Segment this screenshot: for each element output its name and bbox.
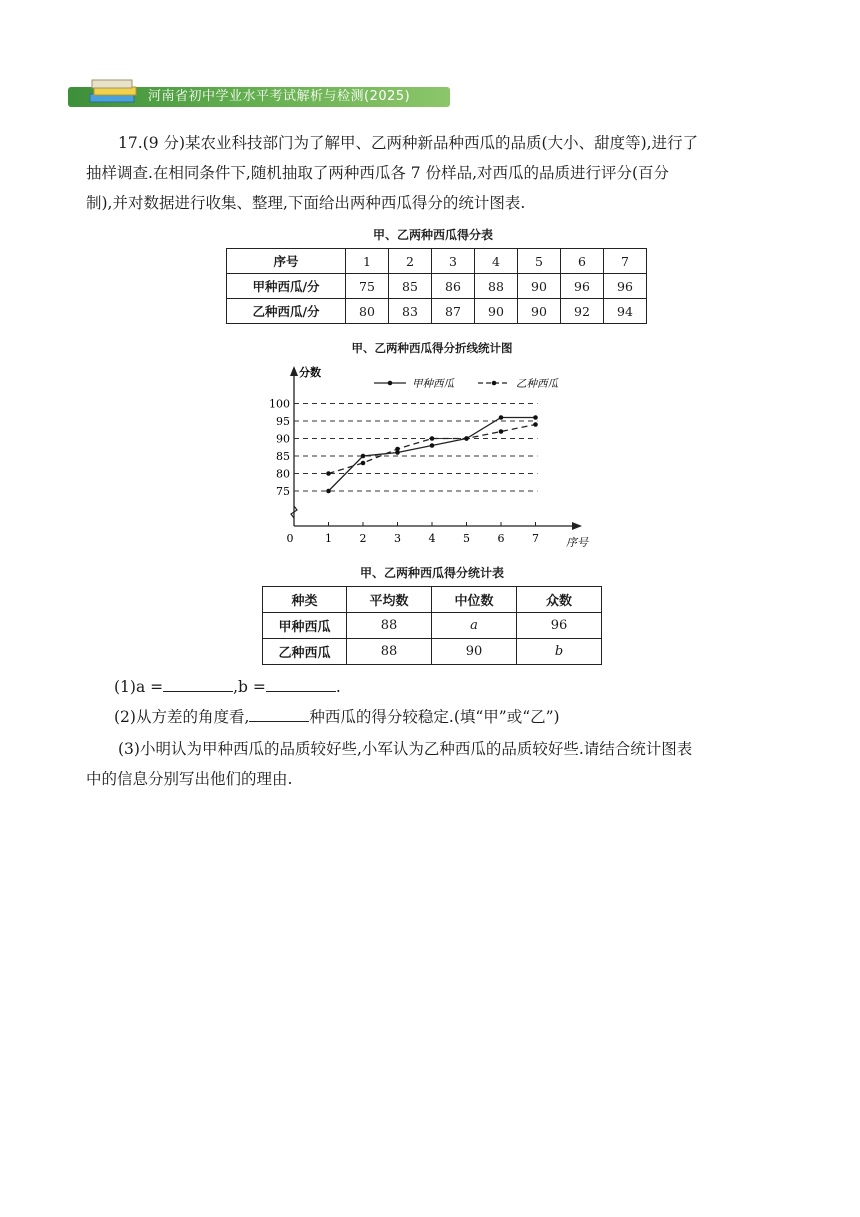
header-title: 河南省初中学业水平考试解析与检测(2025): [148, 89, 411, 104]
q2-suffix: 种西瓜的得分较稳定.(填“甲”或“乙”): [309, 708, 560, 726]
table-header-cell: 6: [561, 249, 604, 274]
data-point: [430, 436, 435, 441]
x-tick-label: 4: [428, 532, 436, 545]
series-line-1: [329, 418, 536, 492]
table-row-label: 甲种西瓜: [263, 613, 347, 639]
table-header-cell: 1: [346, 249, 389, 274]
table-cell: 83: [389, 299, 432, 324]
table-row-label: 甲种西瓜/分: [227, 274, 346, 299]
chart-title: 甲、乙两种西瓜得分折线统计图: [351, 341, 513, 355]
y-tick-label: 95: [276, 415, 290, 428]
q3-line-2: 中的信息分别写出他们的理由.: [86, 770, 293, 788]
table-cell: 75: [346, 274, 389, 299]
data-point: [326, 489, 331, 494]
table-row: [263, 587, 602, 613]
data-point: [326, 471, 331, 476]
table-header-cell: 7: [604, 249, 647, 274]
q1-b-label: ,b =: [233, 678, 266, 696]
problem-score: (9 分): [142, 134, 186, 152]
legend-label-1: 甲种西瓜: [412, 378, 454, 390]
table-cell: 90: [475, 299, 518, 324]
q3-line-1: (3)小明认为甲种西瓜的品质较好些,小军认为乙种西瓜的品质较好些.请结合统计图表: [118, 740, 693, 758]
y-tick-label: 80: [276, 467, 290, 481]
stats-table-title: 甲、乙两种西瓜得分统计表: [360, 566, 505, 580]
data-point: [499, 429, 504, 434]
table-cell: 87: [432, 299, 475, 324]
data-point: [361, 454, 366, 459]
y-tick-label: 75: [276, 485, 290, 498]
y-tick-label: 90: [276, 432, 290, 446]
table-header-cell: 5: [518, 249, 561, 274]
table-cell: 92: [561, 299, 604, 324]
question-1: [86, 672, 786, 702]
x-tick-label: 3: [394, 532, 401, 545]
x-tick-label: 7: [532, 532, 539, 545]
q1-a-blank[interactable]: [163, 673, 233, 692]
table-header-cell: 平均数: [347, 587, 432, 613]
origin-label: 0: [286, 532, 294, 545]
table-row-label: 乙种西瓜: [263, 639, 347, 665]
table-header-cell: 序号: [227, 249, 346, 274]
question-2: [86, 702, 786, 732]
x-tick-label: 5: [463, 532, 470, 545]
table-cell: 88: [475, 274, 518, 299]
table-cell: 96: [517, 613, 602, 639]
score-table: [226, 248, 647, 324]
table-row-label: 乙种西瓜/分: [227, 299, 346, 324]
q2-blank[interactable]: [249, 703, 309, 722]
x-tick-label: 2: [359, 532, 367, 545]
data-point: [533, 422, 538, 427]
x-tick-label: 6: [497, 532, 505, 545]
table-cell: 94: [604, 299, 647, 324]
legend-marker-2: [492, 381, 497, 386]
page-header: [68, 78, 450, 108]
stats-table: [262, 586, 602, 665]
intro-line-1: [86, 128, 786, 158]
y-tick-label: 85: [276, 450, 290, 463]
series-line-2: [329, 425, 536, 474]
x-axis-label: 序号: [566, 536, 588, 549]
table-row: [227, 249, 647, 274]
table-cell: 90: [518, 299, 561, 324]
data-point: [430, 443, 435, 448]
data-point: [361, 461, 366, 466]
intro-line-2: 抽样调查.在相同条件下,随机抽取了两种西瓜各 7 份样品,对西瓜的品质进行评分(百分: [86, 164, 670, 182]
table-header-cell: 种类: [263, 587, 347, 613]
legend-label-2: 乙种西瓜: [516, 378, 558, 390]
table-cell: 80: [346, 299, 389, 324]
y-axis-arrow: [290, 366, 298, 376]
q1-a-label: (1)a =: [114, 678, 164, 696]
table-row: [263, 613, 602, 639]
intro-text-1: 某农业科技部门为了解甲、乙两种新品种西瓜的品质(大小、甜度等),进行了: [185, 134, 699, 152]
table-row: [227, 274, 647, 299]
legend-marker-1: [388, 381, 393, 386]
question-3: [86, 734, 786, 794]
table-cell: 85: [389, 274, 432, 299]
table-header-cell: 3: [432, 249, 475, 274]
line-chart: [262, 362, 592, 554]
table-cell: 86: [432, 274, 475, 299]
table-row: [227, 299, 647, 324]
table-cell: 96: [604, 274, 647, 299]
books-icon: [86, 78, 146, 108]
data-point: [499, 415, 504, 420]
data-point: [395, 447, 400, 452]
q1-b-blank[interactable]: [266, 673, 336, 692]
table-cell: 88: [347, 613, 432, 639]
data-point: [533, 415, 538, 420]
q1-end: .: [335, 678, 341, 696]
y-axis-label: 分数: [299, 366, 321, 379]
table-cell: 90: [432, 639, 517, 665]
table-cell: a: [432, 613, 517, 639]
table-cell: 88: [347, 639, 432, 665]
table-header-cell: 2: [389, 249, 432, 274]
y-tick-label: 100: [269, 397, 290, 411]
table-row: [263, 639, 602, 665]
table-header-cell: 众数: [517, 587, 602, 613]
q2-prefix: (2)从方差的角度看,: [114, 708, 250, 726]
table-cell: 90: [518, 274, 561, 299]
data-point: [464, 436, 469, 441]
table-header-cell: 中位数: [432, 587, 517, 613]
table-cell: 96: [561, 274, 604, 299]
problem-number: 17.: [118, 134, 143, 152]
table-header-cell: 4: [475, 249, 518, 274]
intro-line-3: 制),并对数据进行收集、整理,下面给出两种西瓜得分的统计图表.: [86, 194, 526, 212]
score-table-title: 甲、乙两种西瓜得分表: [373, 228, 494, 242]
table-cell: b: [517, 639, 602, 665]
problem-intro: [86, 128, 786, 218]
x-axis-arrow: [572, 522, 582, 530]
x-tick-label: 1: [325, 532, 332, 545]
